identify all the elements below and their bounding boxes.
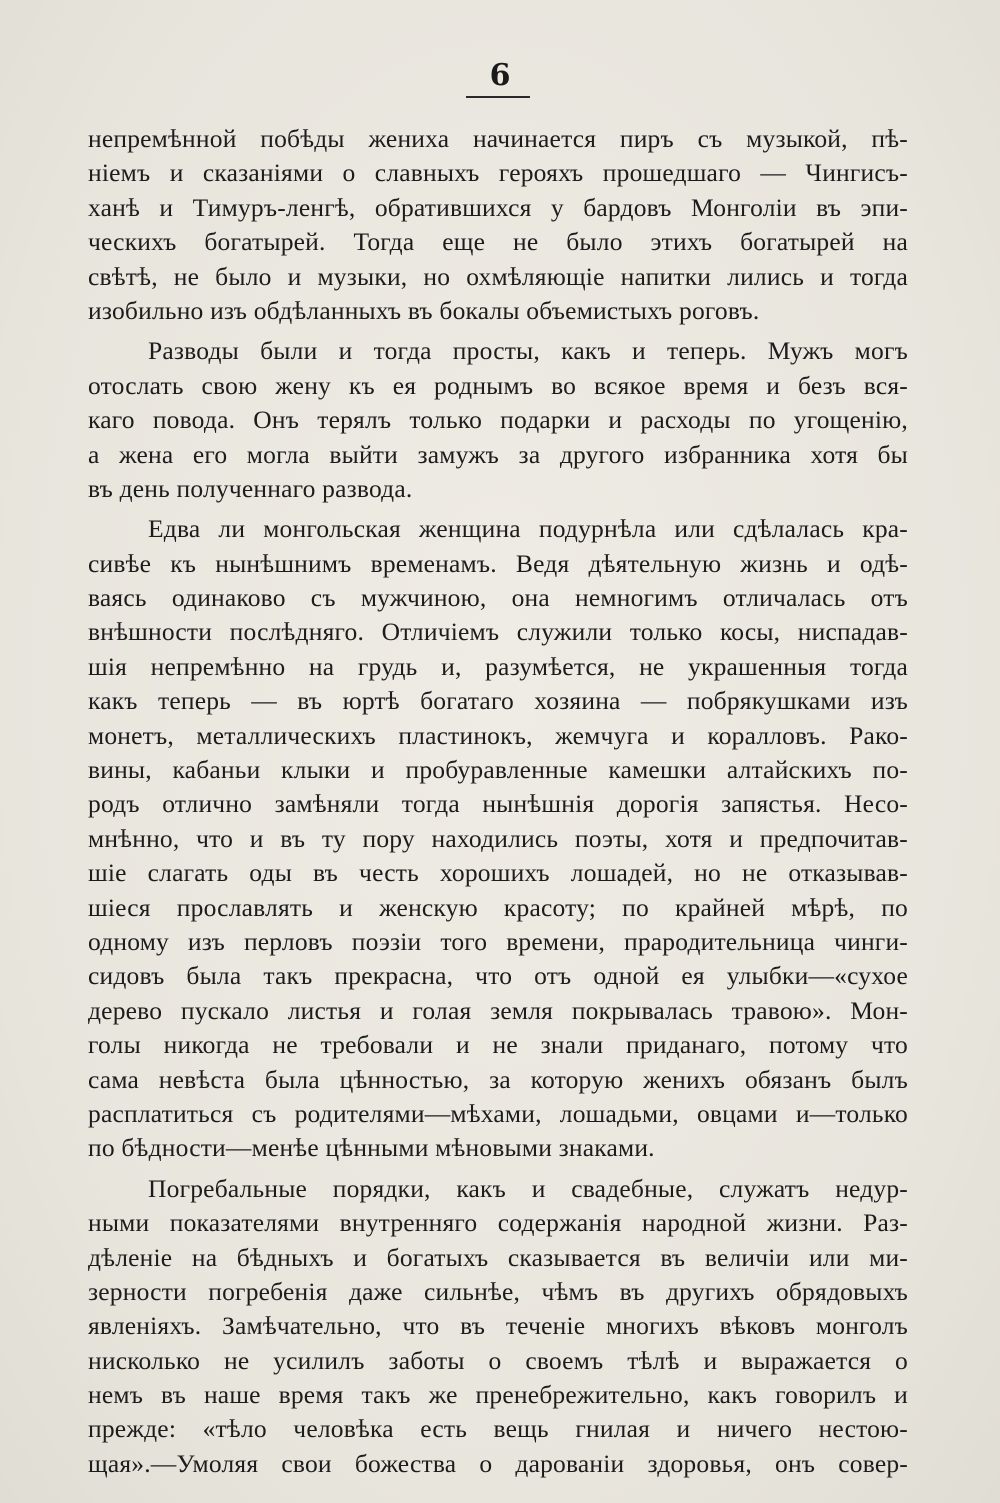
text-line: немъ въ наше время такъ же пренебрежительно, какъ говорилъ и <box>88 1380 908 1410</box>
text-line: монетъ, металлическихъ пластинокъ, жемчуга и коралловъ. Рако- <box>88 720 908 750</box>
text-line: расплатиться съ родителями—мѣхами, лошадьми, овцами и—только <box>88 1098 908 1128</box>
text-line: зерности погребенія даже сильнѣе, чѣмъ въ другихъ обрядовыхъ <box>88 1276 908 1306</box>
text-line: явленіяхъ. Замѣчательно, что въ теченіе многихъ вѣковъ монголъ <box>88 1311 908 1341</box>
text-line: а жена его могла выйти замужъ за другого избранника хотя бы <box>88 439 908 469</box>
text-line: вины, кабаньи клыки и пробуравленные камешки алтайскихъ по- <box>88 755 908 785</box>
paragraph <box>88 512 908 1165</box>
text-line: ніемъ и сказаніями о славныхъ герояхъ прошедшаго — Чингисъ- <box>88 158 908 188</box>
text-line: Погребальные порядки, какъ и свадебные, служатъ недур- <box>148 1173 908 1203</box>
text-line: сивѣе къ нынѣшнимъ временамъ. Ведя дѣятельную жизнь и одѣ- <box>88 548 908 578</box>
text-line: голы никогда не требовали и не знали приданаго, потому что <box>88 1030 908 1060</box>
page-number-rule <box>466 96 530 98</box>
paragraph <box>88 334 908 506</box>
text-line: дерево пускало листья и голая земля покрывалась травою». Мон- <box>88 995 908 1025</box>
text-line: щая».—Умоляя свои божества о дарованіи здоровья, онъ совер- <box>88 1448 908 1478</box>
text-line: мнѣнно, что и въ ту пору находились поэты, хотя и предпочитав- <box>88 823 908 853</box>
text-line: какъ теперь — въ юртѣ богатаго хозяина — побрякушками изъ <box>88 686 908 716</box>
text-line: каго повода. Онъ терялъ только подарки и расходы по угощенію, <box>88 405 908 435</box>
text-line: шіеся прославлять и женскую красоту; по крайней мѣрѣ, по <box>88 892 908 922</box>
text-line: ческихъ богатырей. Тогда еще не было этихъ богатырей на <box>88 227 908 257</box>
text-line: одному изъ перловъ поэзіи того времени, прародительница чинги- <box>88 926 908 956</box>
text-line: изобильно изъ обдѣланныхъ въ бокалы объемистыхъ роговъ. <box>88 295 760 325</box>
text-line: ханѣ и Тимуръ-ленгѣ, обратившихся у бардовъ Монголіи въ эпи- <box>88 192 908 222</box>
text-line: свѣтѣ, не было и музыки, но охмѣляющіе напитки лились и тогда <box>88 261 908 291</box>
text-line: внѣшности послѣдняго. Отличіемъ служили только косы, ниспадав- <box>88 617 908 647</box>
text-line: сама невѣста была цѣнностью, за которую женихъ обязанъ былъ <box>88 1064 908 1094</box>
text-line: отослать свою жену къ ея роднымъ во всякое время и безъ вся- <box>88 370 908 400</box>
text-line: Разводы были и тогда просты, какъ и теперь. Мужъ могъ <box>148 336 908 366</box>
text-line: шія непремѣнно на грудь и, разумѣется, не украшенныя тогда <box>88 651 908 681</box>
text-line: въ день полученнаго развода. <box>88 473 413 503</box>
text-line: дѣленіе на бѣдныхъ и богатыхъ сказывается въ величіи или ми- <box>88 1242 908 1272</box>
text-line: шіе слагать оды въ честь хорошихъ лошадей, но не отказывав- <box>88 858 908 888</box>
text-line: по бѣдности—менѣе цѣнными мѣновыми знаками. <box>88 1133 655 1163</box>
body-text <box>88 122 908 1481</box>
paragraph <box>88 122 908 328</box>
text-line: сидовъ была такъ прекрасна, что отъ одной ея улыбки—«сухое <box>88 961 908 991</box>
text-line: ваясь одинаково съ мужчиною, она немногимъ отличалась отъ <box>88 583 908 613</box>
page-number: 6 <box>489 58 511 93</box>
text-line: непремѣнной побѣды жениха начинается пиръ съ музыкой, пѣ- <box>88 124 908 153</box>
paragraph <box>88 1172 908 1482</box>
text-line: Едва ли монгольская женщина подурнѣла или сдѣлалась кра- <box>148 514 908 544</box>
text-line: прежде: «тѣло человѣка есть вещь гнилая и ничего нестою- <box>88 1414 908 1444</box>
text-line: ными показателями внутренняго содержанія народной жизни. Раз- <box>88 1208 908 1238</box>
text-line: нисколько не усилилъ заботы о своемъ тѣлѣ и выражается о <box>88 1345 908 1375</box>
text-line: родъ отлично замѣняли тогда нынѣшнія дорогія запястья. Несо- <box>88 789 908 819</box>
